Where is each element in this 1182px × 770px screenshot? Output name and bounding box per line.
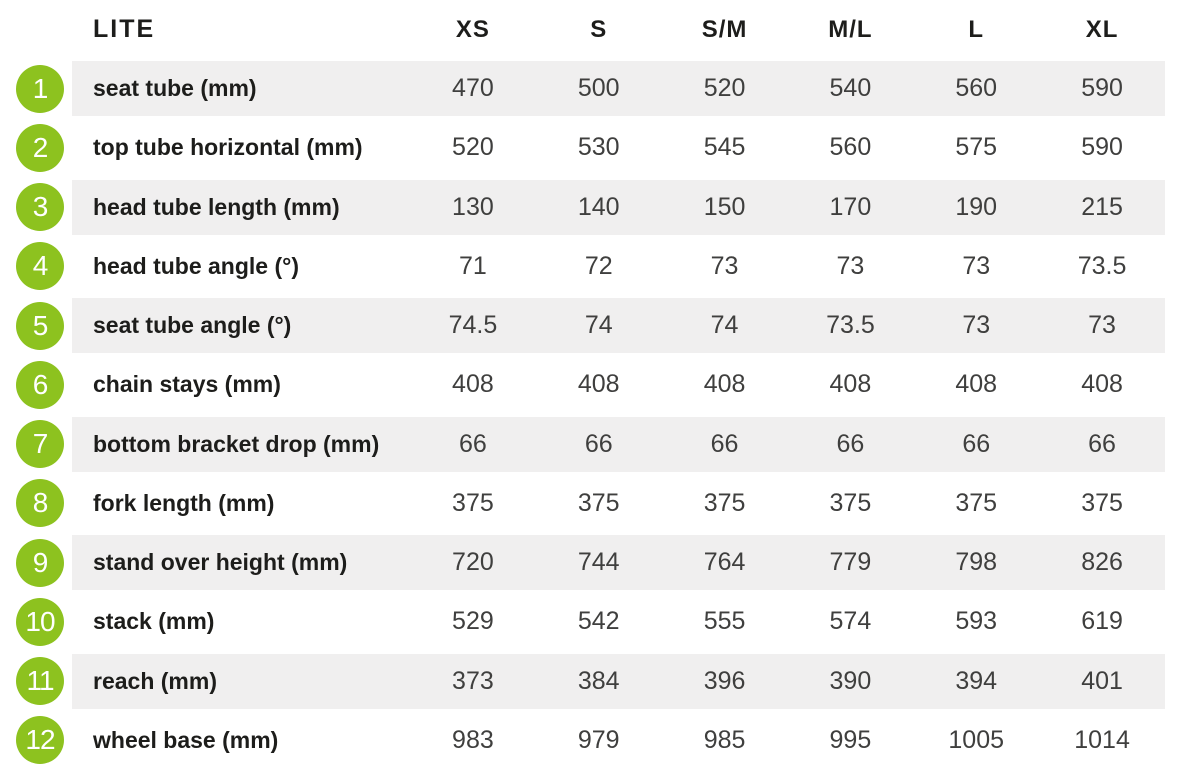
- table-row: [0, 296, 1182, 355]
- column-header-s: S: [590, 15, 608, 43]
- row-badge-column: [0, 59, 72, 118]
- value-cell-l: 575: [955, 133, 998, 162]
- header-badge-spacer: [0, 0, 72, 59]
- row-number-badge: [16, 302, 64, 350]
- row-number-badge: [16, 65, 64, 113]
- row-label: bottom bracket drop (mm): [93, 430, 380, 457]
- header-band: [72, 0, 1165, 59]
- value-cell-xl: 73: [1088, 311, 1116, 340]
- row-badge-column: [0, 415, 72, 474]
- value-cell-s: 375: [577, 488, 620, 517]
- row-label: seat tube angle (°): [93, 312, 292, 339]
- value-cell-sm: 396: [703, 666, 746, 695]
- row-label: head tube angle (°): [93, 252, 299, 279]
- value-cell-sm: 375: [703, 488, 746, 517]
- value-cell-ml: 560: [829, 133, 872, 162]
- value-cell-sm: 73: [710, 251, 739, 280]
- table-body: [0, 59, 1182, 770]
- value-cell-l: 73: [962, 311, 991, 340]
- row-number: 8: [32, 487, 48, 519]
- row-badge-column: [0, 533, 72, 592]
- value-cell-sm: 764: [703, 548, 746, 577]
- row-label: seat tube (mm): [93, 75, 257, 102]
- row-number: 6: [32, 368, 48, 400]
- value-cell-ml: 170: [829, 192, 872, 221]
- value-cell-xs: 375: [452, 488, 494, 517]
- value-cell-s: 744: [577, 548, 620, 577]
- row-number: 10: [25, 605, 55, 637]
- value-cell-sm: 66: [710, 429, 739, 458]
- value-cell-xl: 66: [1088, 429, 1116, 458]
- table-row: [0, 59, 1182, 118]
- value-cell-s: 500: [577, 74, 620, 103]
- value-cell-xl: 1014: [1074, 725, 1130, 754]
- row-number: 12: [25, 724, 55, 756]
- row-badge-column: [0, 592, 72, 651]
- row-band: [72, 594, 1165, 649]
- value-cell-l: 798: [955, 548, 998, 577]
- row-band: [72, 120, 1165, 175]
- row-number: 4: [32, 250, 48, 282]
- row-label: wheel base (mm): [93, 726, 279, 753]
- value-cell-xs: 983: [452, 725, 494, 754]
- value-cell-xl: 826: [1081, 548, 1123, 577]
- value-cell-s: 979: [577, 725, 620, 754]
- value-cell-ml: 73: [836, 251, 865, 280]
- value-cell-xl: 408: [1081, 370, 1123, 399]
- row-number-badge: [16, 479, 64, 527]
- table-row: [0, 711, 1182, 770]
- value-cell-xl: 375: [1081, 488, 1123, 517]
- value-cell-sm: 150: [703, 192, 746, 221]
- row-badge-column: [0, 355, 72, 414]
- row-band: [72, 239, 1165, 294]
- value-cell-xl: 73.5: [1077, 251, 1127, 280]
- table-row: [0, 355, 1182, 414]
- row-band: [72, 535, 1165, 590]
- value-cell-sm: 520: [703, 74, 746, 103]
- value-cell-xs: 470: [452, 74, 494, 103]
- value-cell-xs: 373: [452, 666, 494, 695]
- value-cell-xl: 590: [1081, 74, 1123, 103]
- row-number: 11: [26, 665, 54, 697]
- value-cell-xs: 66: [459, 429, 487, 458]
- column-header-xl: XL: [1085, 15, 1119, 43]
- row-label: chain stays (mm): [93, 371, 281, 398]
- row-number-badge: [16, 716, 64, 764]
- row-number-badge: [16, 539, 64, 587]
- row-number-badge: [16, 420, 64, 468]
- value-cell-sm: 545: [703, 133, 746, 162]
- row-number-badge: [16, 598, 64, 646]
- value-cell-ml: 73.5: [826, 311, 875, 340]
- row-badge-column: [0, 474, 72, 533]
- value-cell-ml: 574: [829, 607, 872, 636]
- value-cell-l: 560: [955, 74, 998, 103]
- row-number-badge: [16, 183, 64, 231]
- table-row: [0, 474, 1182, 533]
- row-badge-column: [0, 296, 72, 355]
- row-badge-column: [0, 118, 72, 177]
- value-cell-l: 1005: [948, 725, 1005, 754]
- row-label: fork length (mm): [93, 489, 275, 516]
- value-cell-xs: 520: [452, 133, 494, 162]
- value-cell-ml: 390: [829, 666, 872, 695]
- column-header-ml: M/L: [828, 15, 873, 43]
- value-cell-l: 408: [955, 370, 998, 399]
- value-cell-s: 66: [584, 429, 613, 458]
- row-number: 5: [32, 309, 48, 341]
- row-number-badge: [16, 657, 64, 705]
- table-row: [0, 237, 1182, 296]
- table-row: [0, 592, 1182, 651]
- value-cell-l: 190: [955, 192, 998, 221]
- value-cell-s: 530: [577, 133, 620, 162]
- value-cell-ml: 375: [829, 488, 872, 517]
- row-label: stand over height (mm): [93, 549, 348, 576]
- row-number: 1: [32, 72, 48, 104]
- value-cell-s: 74: [584, 311, 613, 340]
- row-number: 7: [32, 428, 48, 460]
- row-band: [72, 298, 1165, 353]
- value-cell-s: 384: [577, 666, 620, 695]
- table-row: [0, 533, 1182, 592]
- table-title: LITE: [93, 15, 156, 43]
- table-row: [0, 178, 1182, 237]
- value-cell-xs: 720: [452, 548, 494, 577]
- value-cell-l: 593: [955, 607, 998, 636]
- row-band: [72, 357, 1165, 412]
- row-label: top tube horizontal (mm): [93, 134, 363, 161]
- row-badge-column: [0, 652, 72, 711]
- table-header-row: [0, 0, 1182, 59]
- value-cell-l: 375: [955, 488, 998, 517]
- value-cell-xl: 619: [1081, 607, 1123, 636]
- value-cell-s: 408: [577, 370, 620, 399]
- value-cell-xs: 130: [452, 192, 494, 221]
- value-cell-ml: 779: [829, 548, 872, 577]
- row-badge-column: [0, 237, 72, 296]
- row-band: [72, 180, 1165, 235]
- row-band: [72, 476, 1165, 531]
- value-cell-xl: 401: [1081, 666, 1123, 695]
- table-row: [0, 415, 1182, 474]
- table-row: [0, 118, 1182, 177]
- row-band: [72, 654, 1165, 709]
- value-cell-xl: 215: [1081, 192, 1123, 221]
- value-cell-sm: 555: [703, 607, 746, 636]
- row-number-badge: [16, 361, 64, 409]
- value-cell-s: 72: [584, 251, 613, 280]
- row-band: [72, 61, 1165, 116]
- row-badge-column: [0, 711, 72, 770]
- value-cell-xs: 529: [452, 607, 494, 636]
- row-band: [72, 417, 1165, 472]
- row-band: [72, 713, 1165, 768]
- column-header-l: L: [968, 15, 985, 43]
- row-number: 2: [32, 131, 48, 163]
- value-cell-ml: 995: [829, 725, 872, 754]
- row-label: head tube length (mm): [93, 193, 340, 220]
- value-cell-ml: 66: [836, 429, 865, 458]
- row-number: 9: [32, 546, 48, 578]
- row-number-badge: [16, 242, 64, 290]
- value-cell-l: 66: [962, 429, 991, 458]
- value-cell-sm: 985: [703, 725, 746, 754]
- column-header-sm: S/M: [701, 15, 748, 43]
- row-badge-column: [0, 178, 72, 237]
- table-row: [0, 652, 1182, 711]
- value-cell-xl: 590: [1081, 133, 1123, 162]
- value-cell-s: 542: [577, 607, 620, 636]
- value-cell-sm: 408: [703, 370, 746, 399]
- row-number: 3: [32, 191, 48, 223]
- value-cell-sm: 74: [710, 311, 739, 340]
- row-label: stack (mm): [93, 608, 215, 635]
- value-cell-xs: 408: [452, 370, 494, 399]
- value-cell-xs: 74.5: [448, 311, 498, 340]
- value-cell-ml: 408: [829, 370, 872, 399]
- value-cell-ml: 540: [829, 74, 872, 103]
- value-cell-xs: 71: [459, 251, 487, 280]
- value-cell-s: 140: [577, 192, 620, 221]
- row-number-badge: [16, 124, 64, 172]
- column-header-xs: XS: [455, 15, 490, 43]
- value-cell-l: 73: [962, 251, 991, 280]
- row-label: reach (mm): [93, 667, 217, 694]
- value-cell-l: 394: [955, 666, 998, 695]
